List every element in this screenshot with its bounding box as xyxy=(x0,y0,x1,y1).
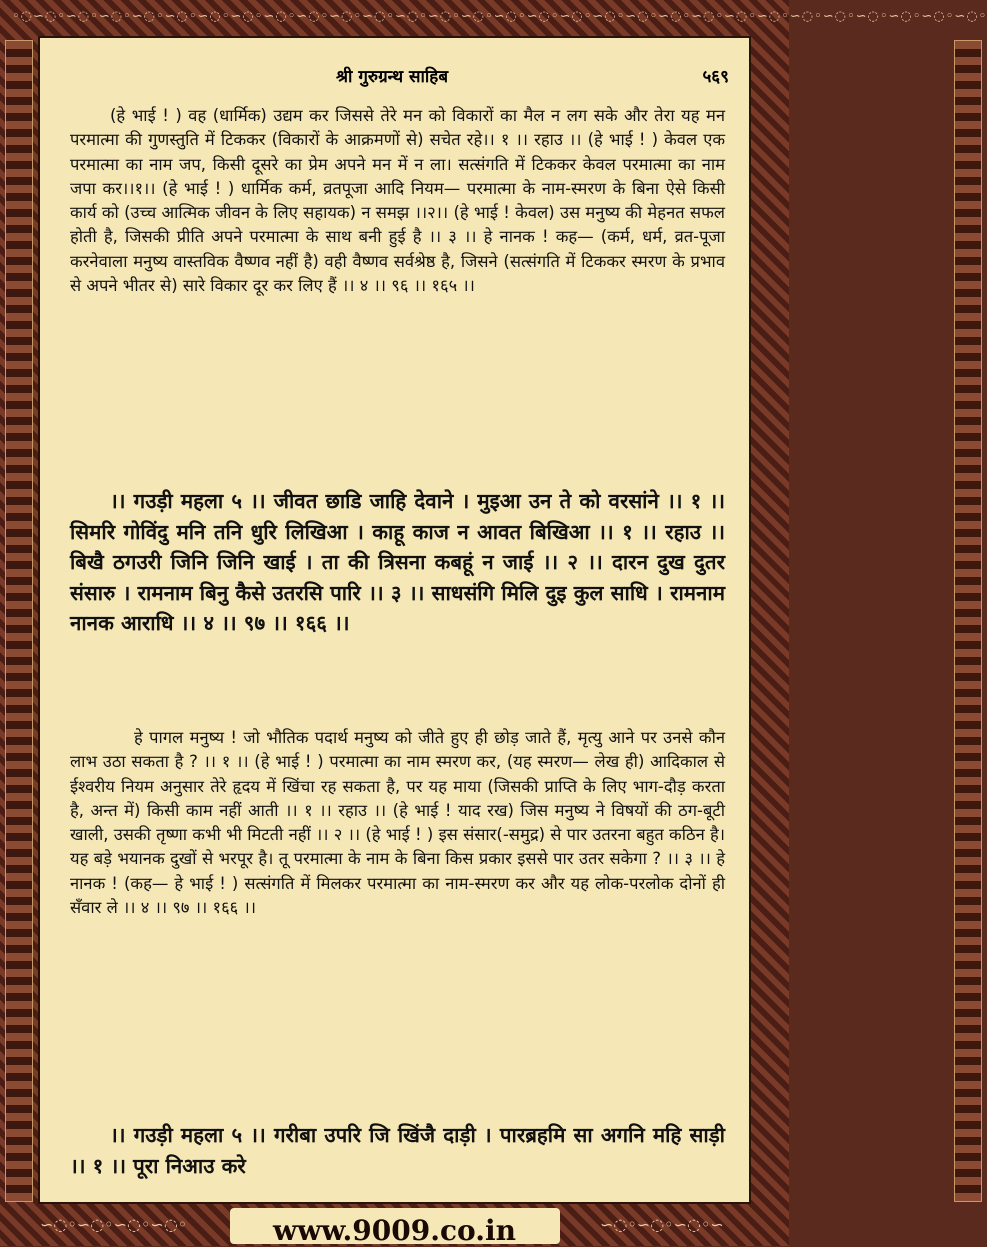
left-ornament-border xyxy=(5,40,33,1202)
gurbani-verse: ।। गउड़ी महला ५ ।। जीवत छाडि जाहि देवाने । मुइआ उन ते को वरसांने ।। १ ।। सिमरि गोविंदु मनि तनि धुरि लिखिआ । काहू काज न आवत बिखिआ ।। १ ।। रहाउ ।। बिखै ठगउरी जिनि जिनि खाई । ता की त्रिसना कबहूं न जाई ।। २ ।। दारन दुख दुतर संसारु । रामनाम बिनु कैसे उतरसि पारि ।। ३ ।। साधसंगि मिलि दुइ कुल साधि । रामनाम नानक आराधि ।। ४ ।। ९७ ।। १६६ ।। xyxy=(70,489,725,635)
gurbani-verse: ।। गउड़ी महला ५ ।। गरीबा उपरि जि खिंजै दाड़ी । पारब्रहमि सा अगनि महि साड़ी ।। १ ।। पूरा निआउ करे xyxy=(70,1123,725,1178)
footer-ornament-right: ∽◌◦∽◌◦∽◌◦∽ xyxy=(600,1215,724,1234)
footer-url[interactable]: www.9009.co.in xyxy=(273,1214,516,1247)
page-title: श्री गुरुग्रन्थ साहिब xyxy=(336,67,449,87)
commentary-block-2 xyxy=(70,726,725,920)
top-ornament-border: ◦◌∽◌◦∽◌◦∽◌◦∽◌◦∽◌◦∽◌◦∽◌◦∽◌◦∽◌◦∽◌◦∽◌◦∽◌◦∽◌◦∽◌◦∽◌◦∽◌◦∽◌◦∽◌◦∽◌◦∽◌◦∽◌◦∽◌◦∽◌◦∽◌◦∽◌◦∽◌◦∽◌◦∽◌◦∽◌◦ xyxy=(12,9,987,24)
gurbani-block-1 xyxy=(70,486,725,639)
page-number: ५६९ xyxy=(702,67,729,87)
commentary-paragraph: (हे भाई ! ) वह (धार्मिक) उद्यम कर जिससे तेरे मन को विकारों का मैल न लग सके और तेरा यह मन परमात्मा की गुणस्तुति में टिककर (विकारों के आक्रमणों से) सचेत रहे।। १ ।। रहाउ ।। (हे भाई ! ) केवल एक परमात्मा का नाम जप, किसी दूसरे का प्रेम अपने मन में न ला। सत्संगति में टिककर केवल परमात्मा का नाम जपा कर।।१।। (हे भाई ! ) धार्मिक कर्म, व्रतपूजा आदि नियम— परमात्मा के नाम-स्मरण के बिना ऐसे किसी कार्य को (उच्च आत्मिक जीवन के लिए सहायक) न समझ ।।२।। (हे भाई ! केवल) उस मनुष्य की मेहनत सफल होती है, जिसकी प्रीति अपने परमात्मा के साथ बनी हुई है ।। ३ ।। हे नानक ! कह— (कर्म, धर्म, व्रत-पूजा करनेवाला मनुष्य वास्तविक वैष्णव नहीं है) वही वैष्णव सर्वश्रेष्ठ है, जिसने (सत्संगति में टिककर स्मरण के प्रभाव से अपने भीतर से) सारे विकार दूर कर लिए हैं ।। ४ ।। ९६ ।। १६५ ।। xyxy=(70,106,725,296)
gurbani-block-2 xyxy=(70,1120,725,1181)
commentary-block-1 xyxy=(70,104,725,298)
page-header xyxy=(40,64,749,94)
footer-ornament-left: ∽◌◦∽◌◦∽◌◦∽◌◦ xyxy=(40,1215,188,1234)
scripture-page xyxy=(38,36,751,1204)
right-ornament-border xyxy=(954,40,982,1202)
commentary-paragraph: हे पागल मनुष्य ! जो भौतिक पदार्थ मनुष्य को जीते हुए ही छोड़ जाते हैं, मृत्यु आने पर उनसे कौन लाभ उठा सकता है ? ।। १ ।। (हे भाई ! ) परमात्मा का नाम स्मरण कर, (यह स्मरण— लेख ही) आदिकाल से ईश्वरीय नियम अनुसार तेरे हृदय में खिंचा रह सकता है, पर यह माया (जिसकी प्राप्ति के लिए भाग-दौड़ करता है, अन्त में) किसी काम नहीं आती ।। १ ।। रहाउ ।। (हे भाई ! याद रख) जिस मनुष्य ने विषयों की ठग-बूटी खाली, उसकी तृष्णा कभी भी मिटती नहीं ।। २ ।। (हे भाई ! ) इस संसार(-समुद्र) से पार उतरना बहुत कठिन है। यह बड़े भयानक दुखों से भरपूर है। तू परमात्मा के नाम के बिना किस प्रकार इससे पार उतर सकेगा ? ।। ३ ।। हे नानक ! (कह— हे भाई ! ) सत्संगति में मिलकर परमात्मा का नाम-स्मरण कर और यह लोक-परलोक दोनों ही सँवार ले ।। ४ ।। ९७ ।। १६६ ।। xyxy=(70,728,725,918)
